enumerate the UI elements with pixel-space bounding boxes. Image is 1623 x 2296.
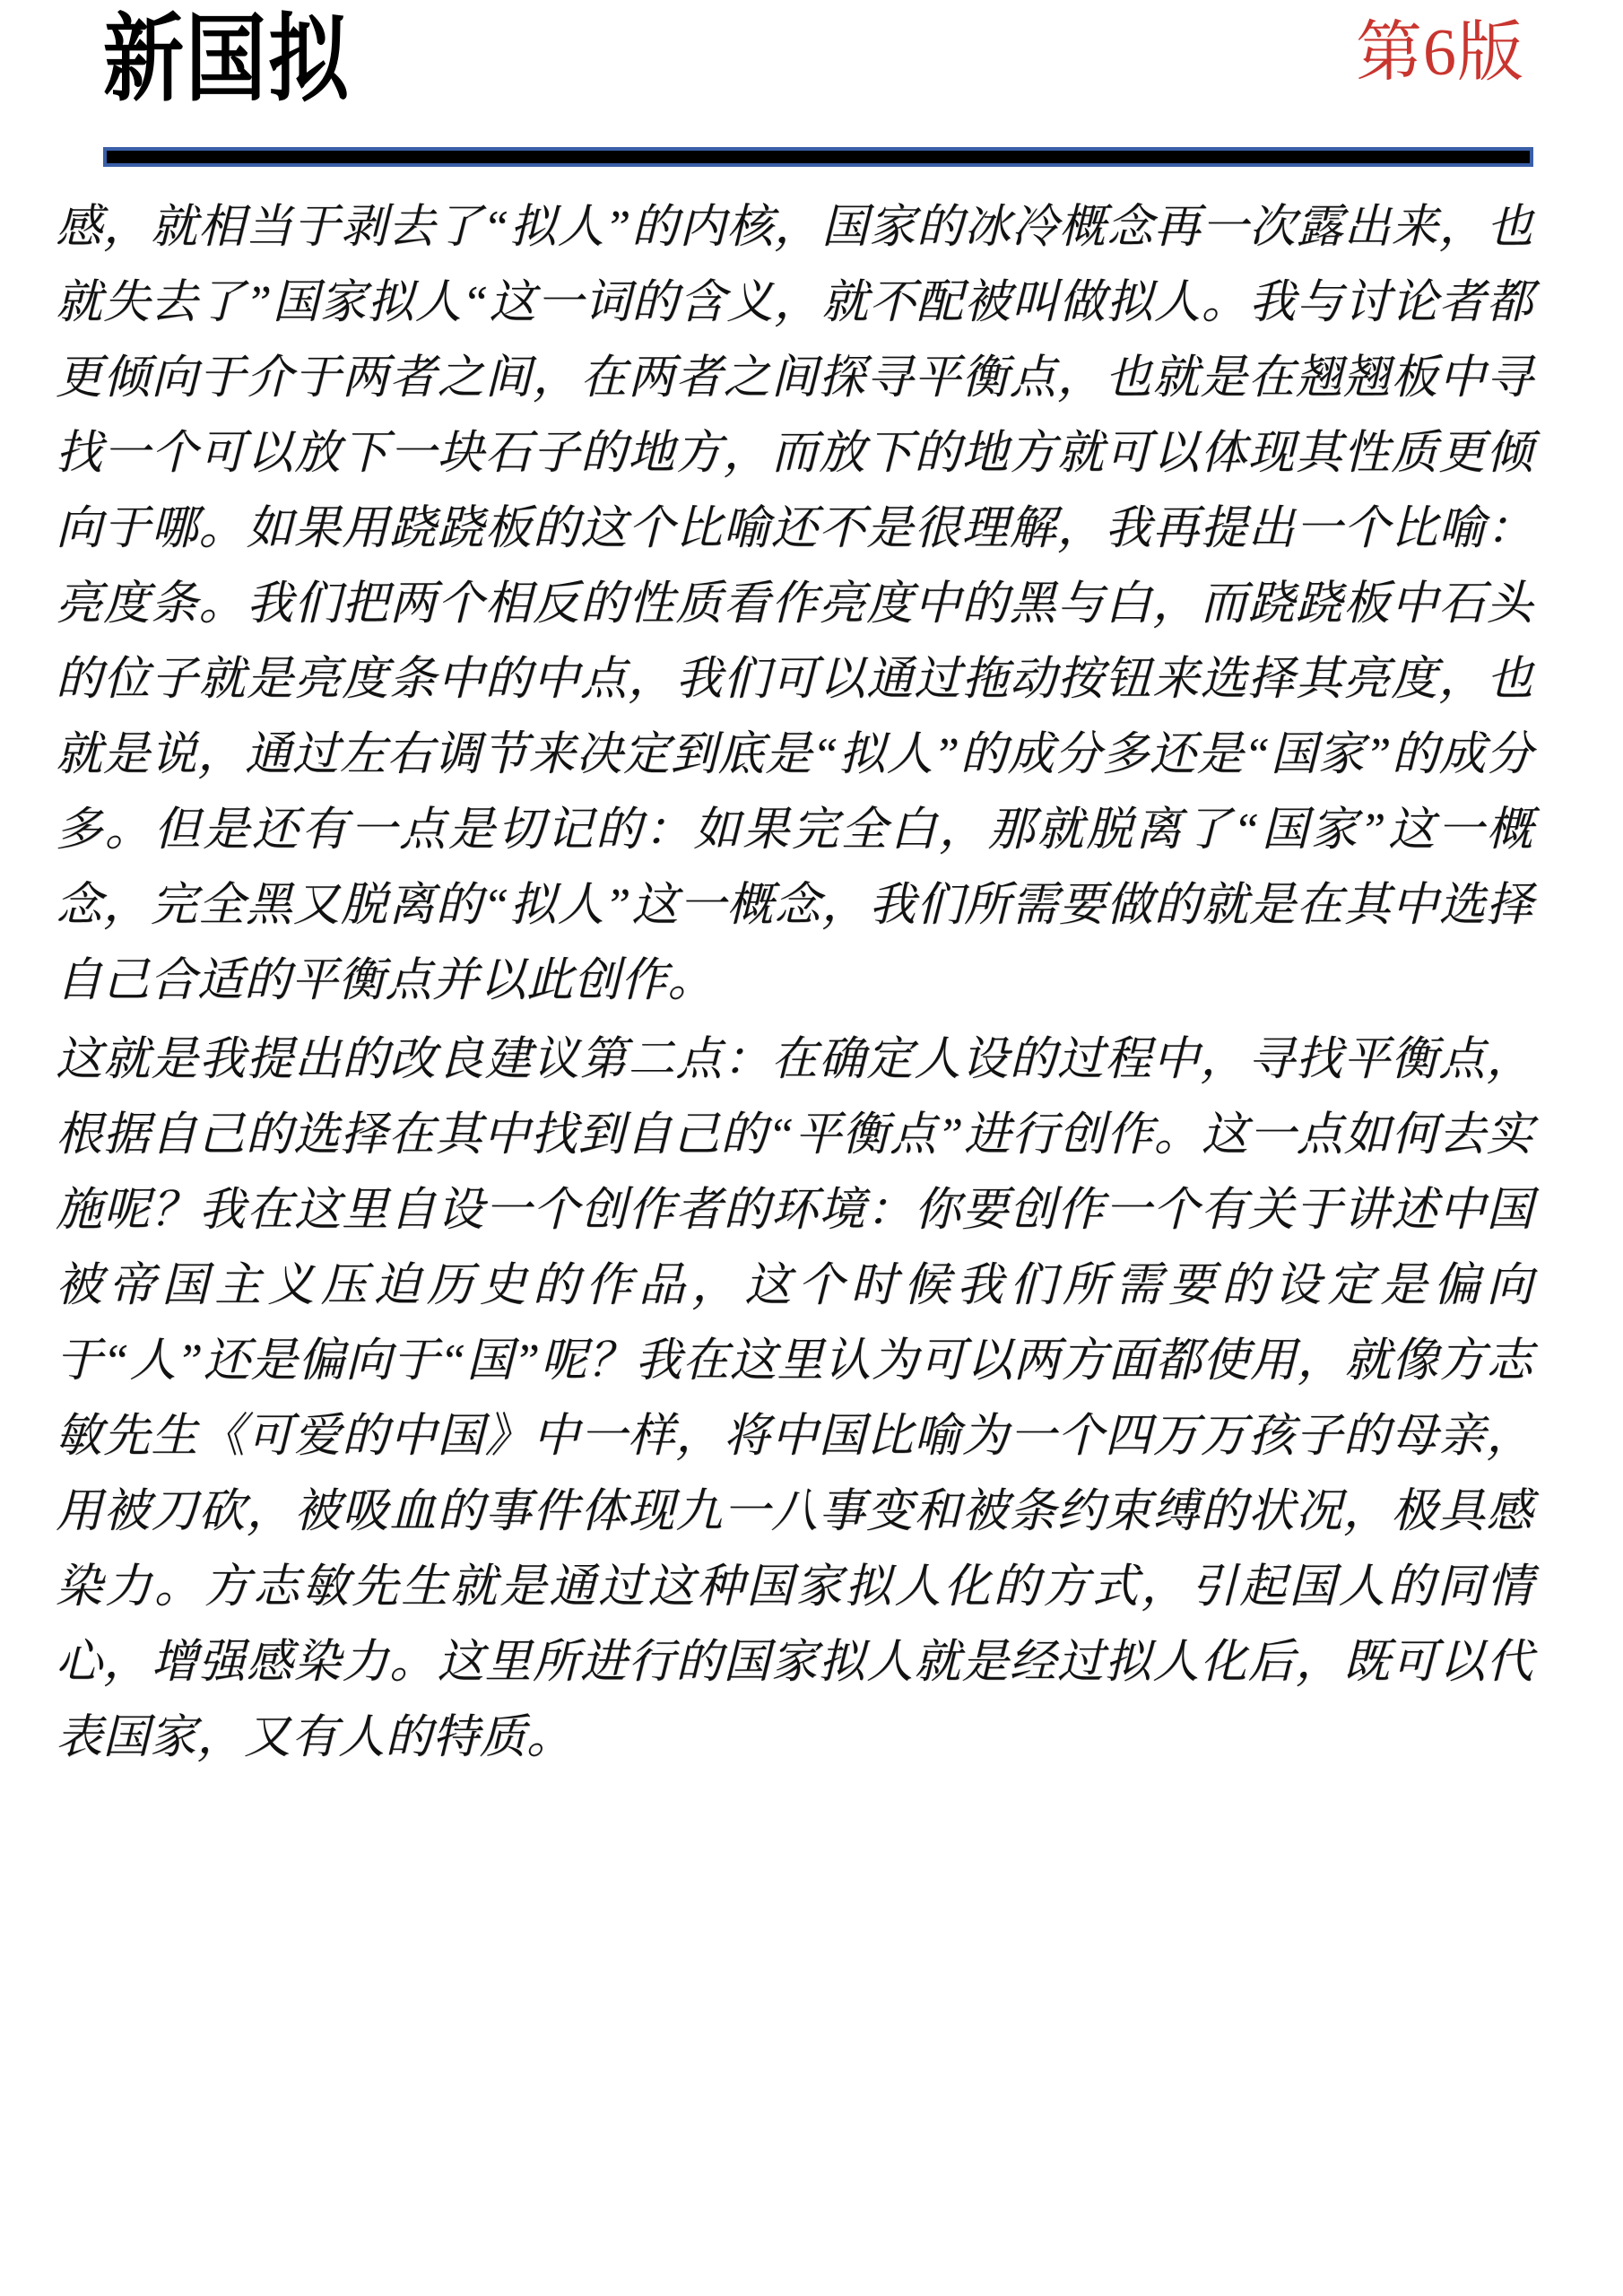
edition-label: 第6版 [1356,16,1524,90]
article-paragraph: 感，就相当于剥去了“拟人”的内核，国家的冰冷概念再一次露出来，也就失去了”国家拟人“这一词的含义，就不配被叫做拟人。我与讨论者都更倾向于介于两者之间，在两者之间探寻平衡点，也就是在翘翘板中寻找一个可以放下一块石子的地方，而放下的地方就可以体现其性质更倾向于哪。如果用跷跷板的这个比喻还不是很理解，我再提出一个比喻：亮度条。我们把两个相反的性质看作亮度中的黑与白，而跷跷板中石头的位子就是亮度条中的中点，我们可以通过拖动按钮来选择其亮度，也就是说，通过左右调节来决定到底是“拟人”的成分多还是“国家”的成分多。但是还有一点是切记的：如果完全白，那就脱离了“国家”这一概念，完全黑又脱离的“拟人”这一概念，我们所需要做的就是在其中选择自己合适的平衡点并以此创作。 [56,202,1533,1006]
publication-title: 新国拟 [103,4,351,116]
article-body [56,190,1533,1776]
masthead [0,0,1623,135]
article-paragraph: 这就是我提出的改良建议第二点：在确定人设的过程中，寻找平衡点，根据自己的选择在其中找到自己的“平衡点”进行创作。这一点如何去实施呢？我在这里自设一个创作者的环境：你要创作一个有关于讲述中国被帝国主义压迫历史的作品，这个时候我们所需要的设定是偏向于“人”还是偏向于“国”呢？我在这里认为可以两方面都使用，就像方志敏先生《可爱的中国》中一样，将中国比喻为一个四万万孩子的母亲，用被刀砍，被吸血的事件体现九一八事变和被条约束缚的状况，极具感染力。方志敏先生就是通过这种国家拟人化的方式，引起国人的同情心，增强感染力。这里所进行的国家拟人就是经过拟人化后，既可以代表国家，又有人的特质。 [56,1034,1533,1763]
masthead-divider-rule [103,147,1533,167]
